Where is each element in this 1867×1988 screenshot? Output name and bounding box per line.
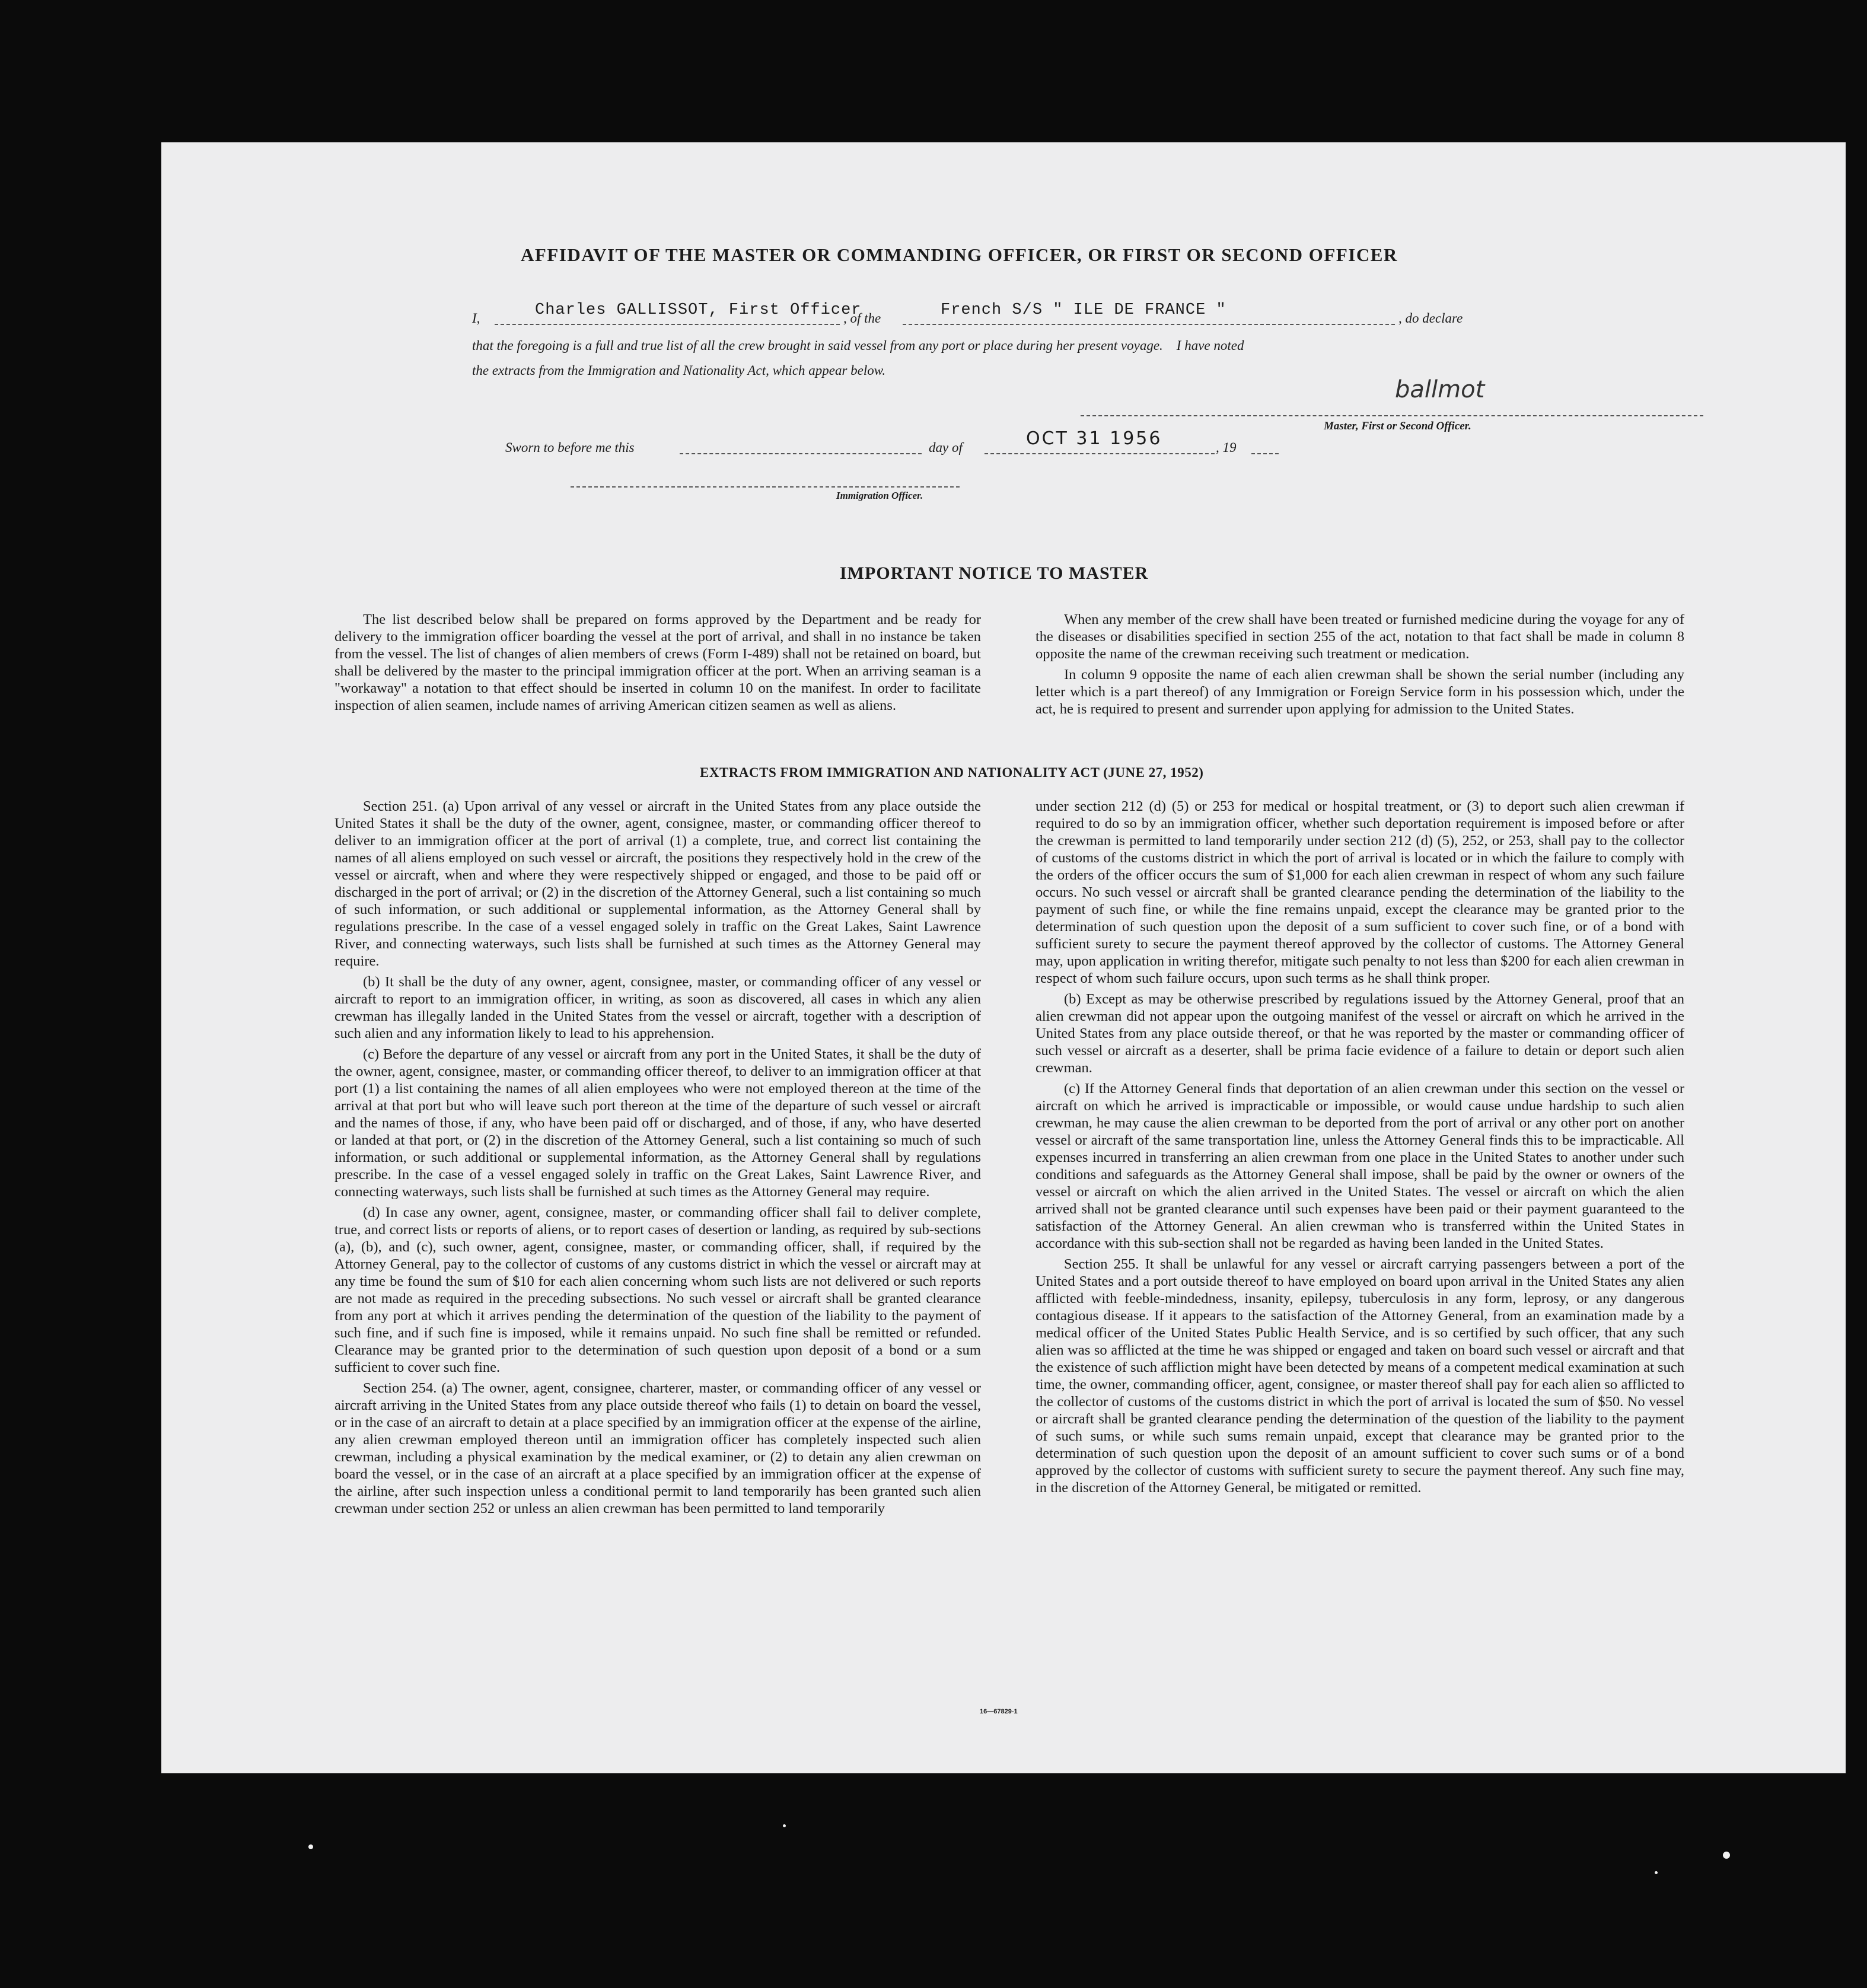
date-field: [985, 428, 1215, 454]
sworn-day-field: [680, 435, 922, 454]
of-the-label: , of the: [843, 311, 881, 326]
notice-left-column: [334, 611, 981, 718]
day-of-label: day of: [929, 440, 963, 455]
line1-prefix: I,: [472, 311, 480, 326]
declaration-line3: the extracts from the Immigration and Nationality Act, which appear below.: [472, 363, 886, 378]
notice-paragraph: The list described below shall be prepared on forms approved by the Department and be ready for delivery to the immigration officer boarding the vessel at the port of arrival, and shall in no instance be taken from the vessel. The list of changes of alien members of crews (Form I-489) shall not be retained on board, but shall be delivered by the master to the principal immigration officer at the port. When an arriving seaman is a "workaway" a notation to that effect should be inserted in column 10 on the manifest. In order to facilitate inspection of alien seamen, include names of arriving American citizen seamen as well as aliens.: [334, 611, 981, 713]
do-declare-label: , do declare: [1398, 311, 1463, 326]
signature-line: [1081, 415, 1703, 416]
date-stamp: OCT 31 1956: [1026, 428, 1162, 449]
vessel-field: [903, 302, 1395, 325]
notice-paragraph: When any member of the crew shall have been treated or furnished medicine during the voyage for any of the diseases or disabilities specified in section 255 of the act, notation to that fact shall be made in column 8 opposite the name of the crewman receiving such treatment or medication.: [1036, 611, 1684, 662]
act-paragraph: (c) If the Attorney General finds that deportation of an alien crewman under this section on the vessel or aircraft on which he arrived is impracticable or impossible, or would cause undue hardship to such alien crewman, he may cause the alien crewman to be deported from the port of arrival or any other port on another vessel or aircraft of the same transportation line, unless the Attorney General finds this to be impracticable. All expenses incurred in transferring an alien crewman from one place in the United States to another under such conditions and safeguards as the Attorney General shall impose, shall be paid by the owner or owners of the vessel or aircraft on which the alien arrived in the United States. The vessel or aircraft on which the alien arrived shall not be granted clearance until such expenses have been paid or their payment guaranteed to the satisfaction of the Attorney General. An alien crewman who is transferred within the United States in accordance with this sub-section shall not be regarded as having been landed in the United States.: [1036, 1081, 1684, 1251]
act-paragraph: (c) Before the departure of any vessel or aircraft from any port in the United States, it shall be the duty of the owner, agent, consignee, master, or commanding officer thereof, to deliver to an immigration officer at that port (1) a list containing the names of all alien employees who were not employed thereon at the time of the arrival at that port but who will leave such port thereon at the time of the departure of such vessel or aircraft and the names of those, if any, who have been paid off or discharged, and of those, if any, who have deserted or landed at that port, or (2) in the discretion of the Attorney General, such a list containing so much of such information, or such additional or supplemental information, as the Attorney General shall by regulations prescribe. In the case of a vessel engaged solely in traffic on the Great Lakes, Saint Lawrence River, and connecting waterways, such lists shall be furnished at such times as the Attorney General may require.: [334, 1046, 981, 1200]
declaration-line2: that the foregoing is a full and true list of all the crew brought in said vessel from any port or place during her present voyage. I have noted: [472, 338, 1244, 353]
notice-right-column: [1036, 611, 1684, 721]
document-page: [161, 142, 1846, 1773]
year-prefix: , 19: [1216, 440, 1237, 455]
immigration-officer-label: Immigration Officer.: [836, 490, 923, 501]
sworn-label: Sworn to before me this: [505, 440, 635, 455]
immigration-officer-line: [571, 486, 960, 488]
act-paragraph: (b) It shall be the duty of any owner, agent, consignee, master, or commanding officer of any vessel or aircraft to report to an immigration officer, in writing, as soon as discovered, all cases in which any alien crewman has illegally landed in the United States from the vessel or aircraft, together with a description of such alien and any information likely to lead to his apprehension.: [334, 974, 981, 1041]
signer-title: Master, First or Second Officer.: [1324, 420, 1471, 432]
vessel-value: French S/S " ILE DE FRANCE ": [941, 301, 1226, 319]
act-paragraph: under section 212 (d) (5) or 253 for medical or hospital treatment, or (3) to deport such alien crewman if required to do so by an immigration officer, whether such deportation requirement is imposed before or after the crewman is permitted to land temporarily under section 212 (d) (5), 252, or 253, shall pay to the collector of customs of the customs district in which the port of arrival is located or in which the failure to comply with the orders of the officer occurs the sum of $1,000 for each alien crewman in respect of whom any such failure occurs. No such vessel or aircraft shall be granted clearance pending the determination of the liability to the payment of such fine, or while the fine remains unpaid, except the clearance may be granted prior to the determination of such question upon the deposit of a sum sufficient to cover such fine, or of a bond with sufficient surety to secure the payment thereof approved by the collector of customs. The Attorney General may, upon application in writing therefor, mitigate such penalty to not less than $200 for each alien crewman in respect of whom such failure occurs, upon such terms as he shall think proper.: [1036, 798, 1684, 986]
act-paragraph: (d) In case any owner, agent, consignee, master, or commanding officer shall fail to deliver complete, true, and correct lists or reports of aliens, or to report cases of desertion or landing, as required by sub-sections (a), (b), and (c), such owner, agent, consignee, master, or commanding officer, shall, if required by the Attorney General, pay to the collector of customs of any customs district in which the vessel or aircraft may at any time be found the sum of $10 for each alien concerning whom such lists are not delivered or such reports are not made as required in the preceding subsections. No such vessel or aircraft shall be granted clearance from any port at which it arrives pending the determination of the question of the liability to the payment of such fine, and if such fine is imposed, while it remains unpaid. No such fine shall be remitted or refunded. Clearance may be granted prior to the determination of such question upon deposit of a bond or a sum sufficient to cover such fine.: [334, 1205, 981, 1375]
affidavit-title: AFFIDAVIT OF THE MASTER OR COMMANDING OFFICER, OR FIRST OR SECOND OFFICER: [521, 244, 1398, 265]
handwritten-signature: ballmot: [1395, 376, 1485, 403]
declarant-value: Charles GALLISSOT, First Officer: [535, 301, 862, 319]
notice-paragraph: In column 9 opposite the name of each alien crewman shall be shown the serial number (including any letter which is a part thereof) of any Immigration or Foreign Service form in his possession which, under the act, he is required to present and surrender upon applying for admission to the United States.: [1036, 667, 1684, 717]
extracts-right-column: [1036, 798, 1684, 1500]
extracts-left-column: [334, 798, 981, 1521]
declarant-field: [495, 301, 862, 325]
year-field: [1251, 435, 1279, 454]
act-paragraph: (b) Except as may be otherwise prescribed by regulations issued by the Attorney General, proof that an alien crewman did not appear upon the outgoing manifest of the vessel or aircraft on which he arrived in the United States from any place outside thereof, or that he was reported by the master or commanding officer of such vessel or aircraft as a deserter, shall be prima facie evidence of a failure to detain or deport such alien crewman.: [1036, 991, 1684, 1076]
form-number: 16—67829-1: [980, 1708, 1018, 1715]
act-paragraph: Section 255. It shall be unlawful for any vessel or aircraft carrying passengers between a port of the United States and a port outside thereof to have employed on board upon arrival in the United States any alien afflicted with feeble-mindedness, insanity, epilepsy, tuberculosis in any form, leprosy, or any dangerous contagious disease. If it appears to the satisfaction of the Attorney General, from an examination made by a medical officer of the United States Public Health Service, and is so certified by such officer, that any such alien was so afflicted at the time he was shipped or engaged and taken on board such vessel or aircraft and that the existence of such affliction might have been detected by means of a competent medical examination at such time, the owner, commanding officer, agent, consignee, or master thereof shall pay for each alien so afflicted to the collector of customs of the customs district in which the port of arrival is located the sum of $50. No vessel or aircraft shall be granted clearance pending the determination of the question of the liability to the payment of such sums, or while such sums remain unpaid, except that clearance may be granted prior to the determination of such question upon the deposit of an amount sufficient to cover such sums or of a bond approved by the collector of customs with sufficient surety to secure the payment thereof. Any such fine may, in the discretion of the Attorney General, be mitigated or remitted.: [1036, 1256, 1684, 1496]
extracts-title: EXTRACTS FROM IMMIGRATION AND NATIONALITY ACT (JUNE 27, 1952): [700, 765, 1204, 780]
act-paragraph: Section 251. (a) Upon arrival of any vessel or aircraft in the United States from any place outside the United States it shall be the duty of the owner, agent, consignee, master, or commanding officer thereof to deliver to an immigration officer at the port of arrival (1) a complete, true, and correct list containing the names of all aliens employed on such vessel or aircraft, the positions they respectively hold in the crew of the vessel or aircraft, when and where they were respectively shipped or engaged, and those to be paid off or discharged in the port of arrival; or (2) in the discretion of the Attorney General, such a list containing so much of such information, or such additional or supplemental information, as the Attorney General shall by regulations prescribe. In the case of a vessel engaged solely in traffic on the Great Lakes, Saint Lawrence River, and connecting waterways, such lists shall be furnished at such times as the Attorney General may require.: [334, 798, 981, 969]
notice-title: IMPORTANT NOTICE TO MASTER: [840, 563, 1149, 583]
act-paragraph: Section 254. (a) The owner, agent, consignee, charterer, master, or commanding officer of any vessel or aircraft arriving in the United States from any place outside thereof who fails (1) to detain on board the vessel, or in the case of an aircraft to detain at a place specified by an immigration officer at the expense of the airline, any alien crewman employed thereon until an immigration officer has completely inspected such alien crewman, including a physical examination by the medical examiner, or (2) to detain any alien crewman on board the vessel, or in the case of an aircraft at a place specified by an immigration officer at the expense of the airline, after such inspection unless a conditional permit to land temporarily has been granted such alien crewman under section 252 or unless an alien crewman has been permitted to land temporarily: [334, 1380, 981, 1517]
